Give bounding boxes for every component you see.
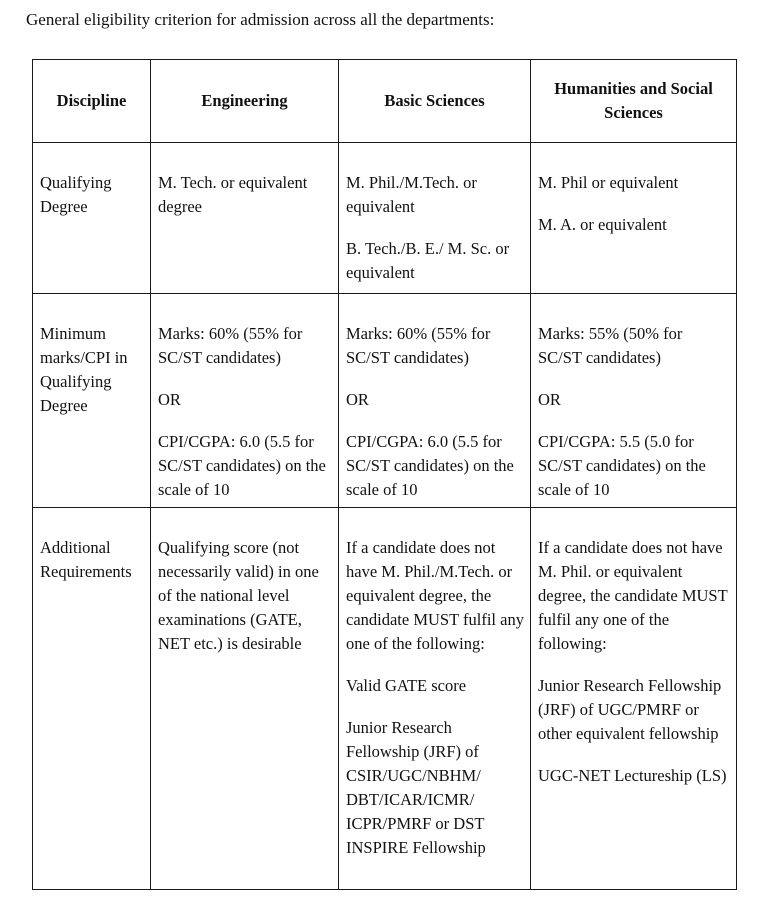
cell-paragraph: OR xyxy=(346,390,369,409)
eligibility-table xyxy=(32,59,737,890)
cell-paragraph: M. Phil./M.Tech. or equivalent xyxy=(346,173,477,216)
cell-paragraph: M. Tech. or equivalent degree xyxy=(158,173,308,216)
row-label-additional-requirements: Additional Requirements xyxy=(33,508,151,890)
cell-humanities-qualifying xyxy=(531,143,737,294)
header-row xyxy=(33,60,737,143)
cell-paragraph: B. Tech./B. E./ M. Sc. or equivalent xyxy=(346,239,510,282)
cell-paragraph: OR xyxy=(538,390,561,409)
cell-paragraph: Junior Research Fellowship (JRF) of UGC/PMRF or other equivalent fellowship xyxy=(538,676,722,743)
cell-engineering-additional xyxy=(151,508,339,890)
row-label-minimum-marks: Minimum marks/CPI in Qualifying Degree xyxy=(33,294,151,508)
cell-paragraph: UGC-NET Lectureship (LS) xyxy=(538,766,727,785)
header-engineering: Engineering xyxy=(151,60,339,143)
table-row-minimum-marks xyxy=(33,294,737,508)
cell-paragraph: CPI/CGPA: 6.0 (5.5 for SC/ST candidates) on the scale of 10 xyxy=(346,432,514,499)
cell-paragraph: If a candidate does not have M. Phil. or equivalent degree, the candidate MUST fulfil any one of the following: xyxy=(538,538,728,653)
cell-paragraph: Marks: 60% (55% for SC/ST candidates) xyxy=(346,324,491,367)
cell-humanities-additional xyxy=(531,508,737,890)
cell-paragraph: Marks: 60% (55% for SC/ST candidates) xyxy=(158,324,303,367)
cell-engineering-marks xyxy=(151,294,339,508)
cell-paragraph: If a candidate does not have M. Phil./M.Tech. or equivalent degree, the candidate MUST fulfil any one of the following: xyxy=(346,538,524,653)
header-discipline: Discipline xyxy=(33,60,151,143)
cell-humanities-marks xyxy=(531,294,737,508)
cell-paragraph: CPI/CGPA: 6.0 (5.5 for SC/ST candidates) on the scale of 10 xyxy=(158,432,326,499)
cell-paragraph: Junior Research Fellowship (JRF) of CSIR/UGC/NBHM/ DBT/ICAR/ICMR/ ICPR/PMRF or DST INSPIRE Fellowship xyxy=(346,718,486,857)
cell-basic-sciences-marks xyxy=(339,294,531,508)
cell-paragraph: CPI/CGPA: 5.5 (5.0 for SC/ST candidates) on the scale of 10 xyxy=(538,432,706,499)
cell-basic-sciences-additional xyxy=(339,508,531,890)
cell-basic-sciences-qualifying xyxy=(339,143,531,294)
cell-paragraph: M. Phil or equivalent xyxy=(538,173,679,192)
header-humanities: Humanities and Social Sciences xyxy=(531,60,737,143)
cell-engineering-qualifying xyxy=(151,143,339,294)
cell-paragraph: M. A. or equivalent xyxy=(538,215,667,234)
table-row-qualifying-degree xyxy=(33,143,737,294)
table-row-additional-requirements xyxy=(33,508,737,890)
cell-paragraph: Marks: 55% (50% for SC/ST candidates) xyxy=(538,324,683,367)
intro-text: General eligibility criterion for admission across all the departments: xyxy=(26,10,495,29)
cell-paragraph: Qualifying score (not necessarily valid) in one of the national level examinations (GATE, NET etc.) is desirable xyxy=(158,538,319,653)
cell-paragraph: Valid GATE score xyxy=(346,676,467,695)
header-basic-sciences: Basic Sciences xyxy=(339,60,531,143)
row-label-qualifying-degree: Qualifying Degree xyxy=(33,143,151,294)
cell-paragraph: OR xyxy=(158,390,181,409)
